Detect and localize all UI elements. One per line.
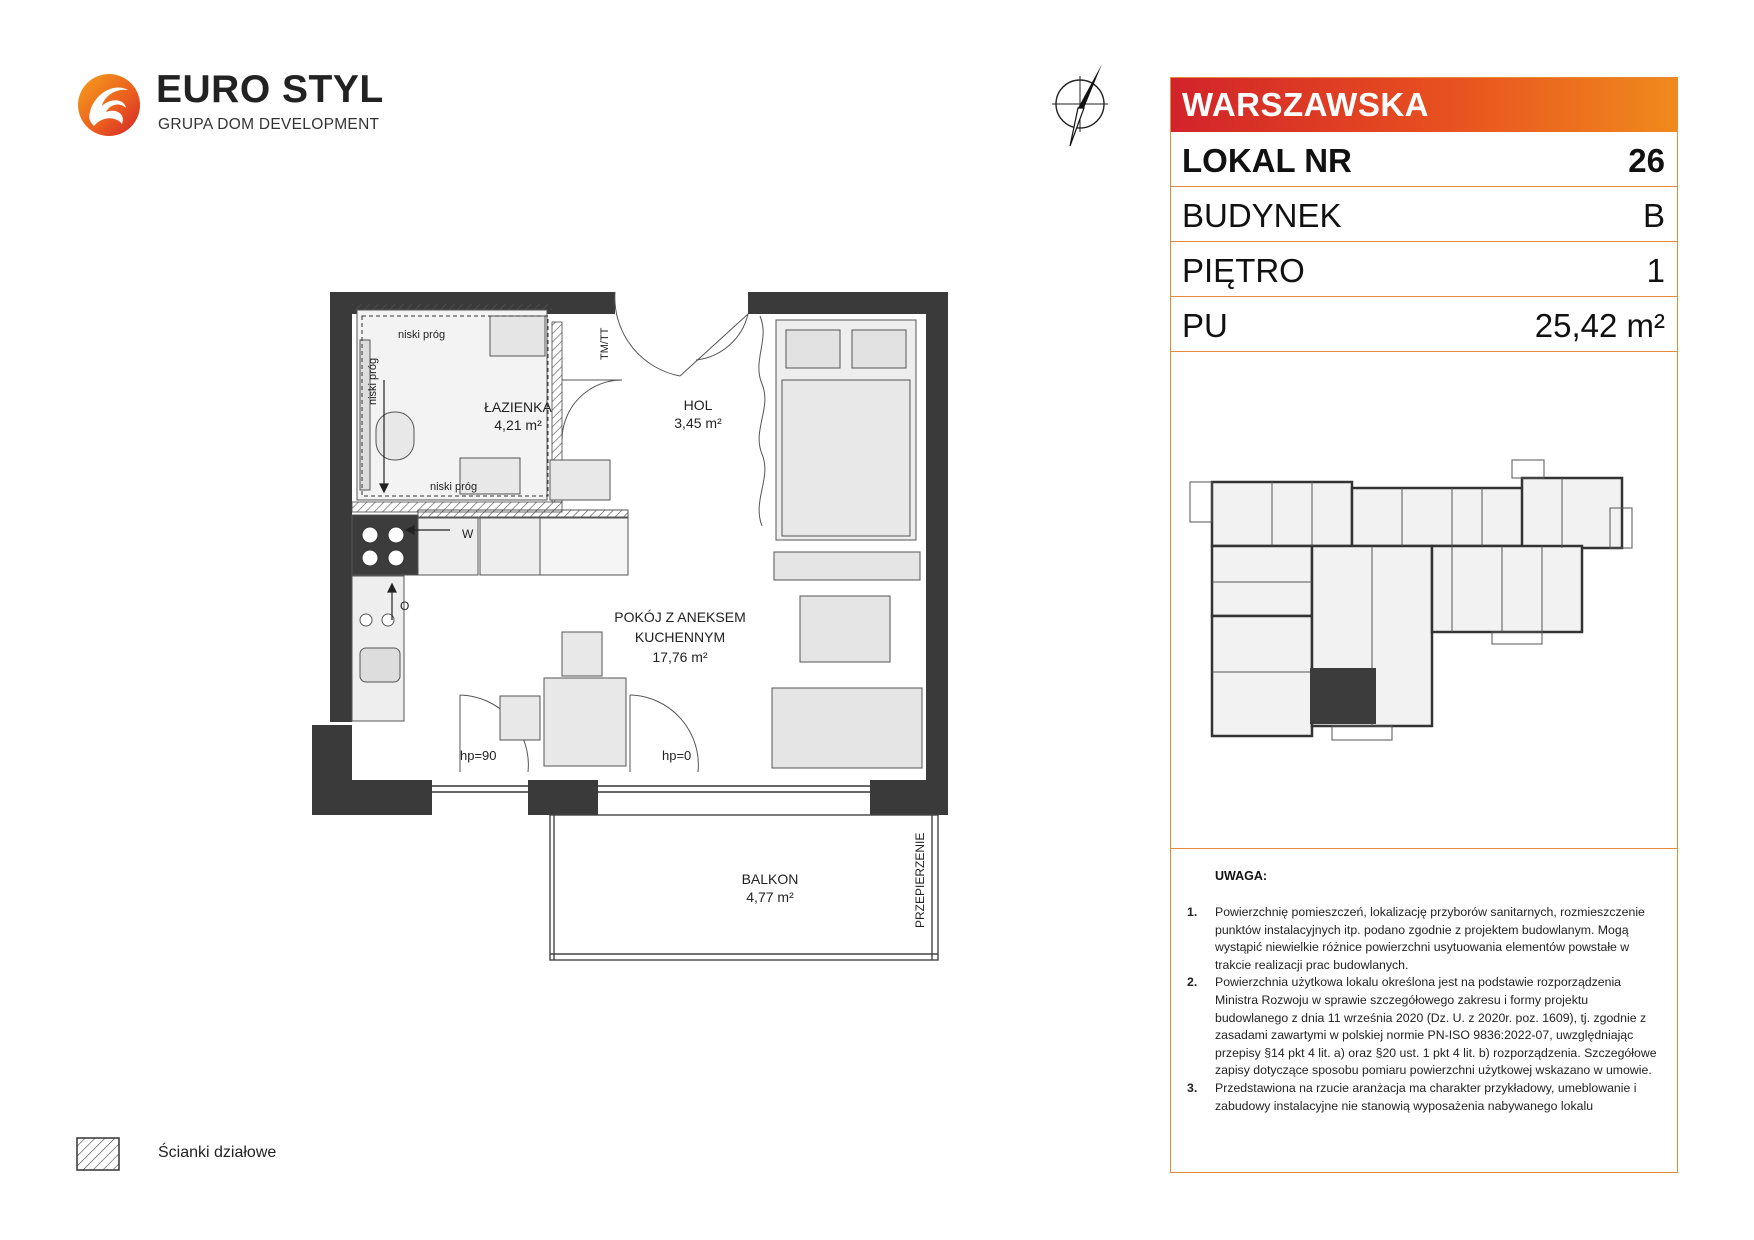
row-unit-number: [1171, 132, 1677, 187]
room-name-living-2: KUCHENNYM: [634, 629, 726, 645]
room-area-living: 17,76 m²: [652, 649, 708, 665]
balcony: [550, 815, 938, 960]
note-number: 3.: [1187, 1080, 1198, 1095]
row-value: B: [1642, 197, 1665, 234]
compass-icon: [1048, 62, 1120, 150]
row-floor: [1171, 242, 1677, 297]
windows: [432, 786, 870, 792]
notes-list: [1187, 904, 1657, 1115]
room-name-balcony: BALKON: [741, 871, 799, 887]
room-area-balcony: 4,77 m²: [746, 889, 794, 905]
note-text: Przedstawiona na rzucie aranżacja ma charakter przykładowy, umeblowanie i zabudowy instalacyjne nie stanowią wyposażenia nabywanego lokalu: [1215, 1080, 1637, 1113]
note-item: [1187, 1080, 1657, 1115]
row-label: BUDYNEK: [1182, 197, 1342, 234]
label-low-threshold-bottom: niski próg: [430, 481, 478, 493]
label-w: W: [462, 527, 474, 541]
room-area-bathroom: 4,21 m²: [494, 417, 542, 433]
brand-name: EURO STYL: [156, 68, 384, 111]
label-hp0: hp=0: [662, 748, 692, 763]
room-name-hall: HOL: [683, 397, 713, 413]
floor-plan: [300, 280, 980, 980]
room-name-living: POKÓJ Z ANEKSEM: [614, 609, 746, 625]
notes-divider: [1171, 848, 1677, 849]
row-value: 25,42 m²: [1534, 307, 1665, 344]
row-value: 1: [1646, 252, 1665, 289]
label-low-threshold-side: niski próg: [367, 357, 379, 405]
euro-styl-logo-icon: [76, 72, 142, 138]
notes-title: UWAGA:: [1215, 869, 1268, 883]
building-key-plan: [1182, 452, 1642, 752]
row-label: PU: [1182, 307, 1228, 344]
investment-name: WARSZAWSKA: [1182, 86, 1429, 123]
label-o: O: [400, 599, 410, 613]
note-number: 1.: [1187, 905, 1198, 919]
investment-header: [1171, 78, 1677, 132]
legend-label: Ścianki działowe: [158, 1144, 277, 1161]
room-area-hall: 3,45 m²: [674, 415, 722, 431]
label-hp90: hp=90: [460, 748, 497, 763]
row-value: 26: [1628, 142, 1665, 179]
room-name-bathroom: ŁAZIENKA: [484, 399, 552, 415]
note-item: [1187, 974, 1657, 1080]
row-usable-area: [1171, 297, 1677, 352]
row-label: LOKAL NR: [1182, 142, 1352, 179]
label-tm-tt: TM/TT: [599, 327, 611, 360]
note-number: 2.: [1187, 975, 1198, 990]
note-text: Powierzchnia użytkowa lokalu określona jest na podstawie rozporządzenia Ministra Rozwoju w sprawie szczegółowego zakresu i formy projektu budowlanego z dnia 11 września 2020 (Dz. U. z 2020r. poz. 1609), tj. zgodnie z zasadami zawartymi w polskiej normie PN-ISO 9836:2022-07, uwzględniając przepisy §14 pkt 4 lit. a) oraz §20 ust. 1 pkt 4 lit. b) rozporządzenia. Szczegółowe zapisy dotyczące sposobu pomiaru powierzchni użytkowej wskazano w umowie.: [1215, 975, 1657, 1078]
row-building: [1171, 187, 1677, 242]
note-item: [1187, 904, 1657, 974]
label-partition: PRZEPIERZENIE: [913, 832, 927, 928]
partition-wall-legend-icon: [76, 1137, 120, 1171]
row-label: PIĘTRO: [1182, 252, 1305, 289]
note-text: Powierzchnię pomieszczeń, lokalizację przyborów sanitarnych, rozmieszczenie punktów instalacyjnych itp. podano zgodnie z projektem budowlanym. Mogą wystąpić niewielkie różnice powierzchni usytuowania elementów powstałe w trakcie realizacji prac budowlanych.: [1215, 905, 1645, 972]
label-low-threshold-top: niski próg: [398, 329, 446, 341]
brand-subtitle: GRUPA DOM DEVELOPMENT: [158, 116, 380, 133]
highlighted-unit: [1310, 668, 1376, 724]
